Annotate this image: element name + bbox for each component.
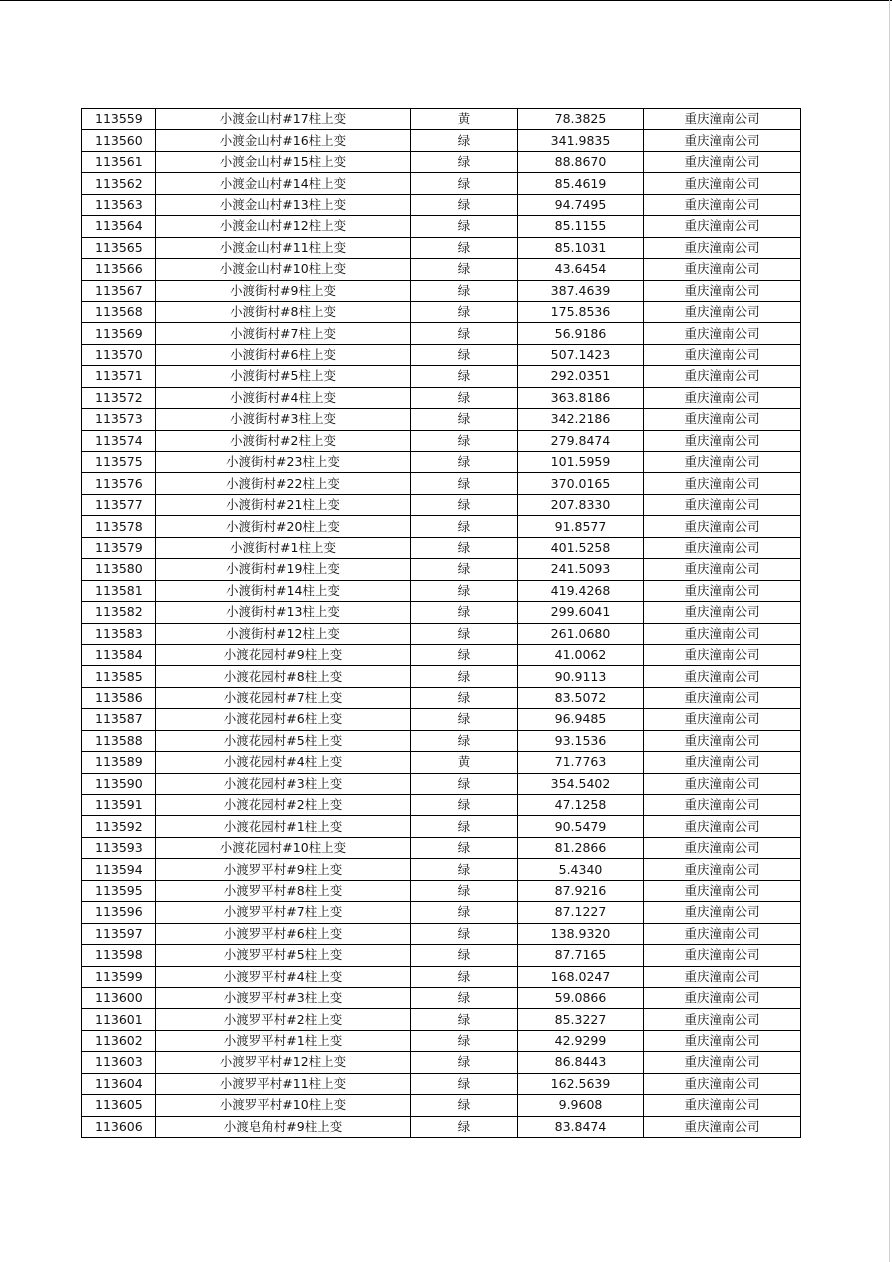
row-value-cell: 168.0247 xyxy=(518,966,644,987)
row-status-cell: 绿 xyxy=(411,473,518,494)
row-name-cell: 小渡罗平村#6柱上变 xyxy=(156,923,411,944)
row-name-cell: 小渡街村#2柱上变 xyxy=(156,430,411,451)
row-name-cell: 小渡花园村#3柱上变 xyxy=(156,773,411,794)
table-row xyxy=(82,837,801,858)
row-company-cell: 重庆潼南公司 xyxy=(644,644,801,665)
row-name-cell: 小渡罗平村#12柱上变 xyxy=(156,1052,411,1073)
row-value-cell: 47.1258 xyxy=(518,795,644,816)
row-company-cell: 重庆潼南公司 xyxy=(644,344,801,365)
row-name-cell: 小渡花园村#1柱上变 xyxy=(156,816,411,837)
row-value-cell: 85.1031 xyxy=(518,237,644,258)
row-value-cell: 90.5479 xyxy=(518,816,644,837)
row-id-cell: 113576 xyxy=(82,473,156,494)
row-company-cell: 重庆潼南公司 xyxy=(644,880,801,901)
row-company-cell: 重庆潼南公司 xyxy=(644,173,801,194)
row-company-cell: 重庆潼南公司 xyxy=(644,773,801,794)
row-status-cell: 绿 xyxy=(411,687,518,708)
row-company-cell: 重庆潼南公司 xyxy=(644,323,801,344)
row-id-cell: 113584 xyxy=(82,644,156,665)
row-id-cell: 113588 xyxy=(82,730,156,751)
row-value-cell: 91.8577 xyxy=(518,516,644,537)
row-value-cell: 101.5959 xyxy=(518,452,644,473)
row-id-cell: 113564 xyxy=(82,216,156,237)
row-status-cell: 绿 xyxy=(411,1052,518,1073)
row-id-cell: 113570 xyxy=(82,344,156,365)
row-id-cell: 113592 xyxy=(82,816,156,837)
row-company-cell: 重庆潼南公司 xyxy=(644,602,801,623)
row-value-cell: 78.3825 xyxy=(518,109,644,130)
row-value-cell: 370.0165 xyxy=(518,473,644,494)
row-name-cell: 小渡花园村#6柱上变 xyxy=(156,709,411,730)
row-value-cell: 354.5402 xyxy=(518,773,644,794)
row-value-cell: 507.1423 xyxy=(518,344,644,365)
table-row xyxy=(82,173,801,194)
row-status-cell: 绿 xyxy=(411,280,518,301)
table-row xyxy=(82,859,801,880)
row-company-cell: 重庆潼南公司 xyxy=(644,623,801,644)
table-row xyxy=(82,409,801,430)
row-name-cell: 小渡街村#9柱上变 xyxy=(156,280,411,301)
table-row xyxy=(82,1009,801,1030)
row-status-cell: 绿 xyxy=(411,173,518,194)
row-id-cell: 113559 xyxy=(82,109,156,130)
row-status-cell: 黄 xyxy=(411,109,518,130)
row-value-cell: 85.3227 xyxy=(518,1009,644,1030)
row-status-cell: 黄 xyxy=(411,752,518,773)
row-id-cell: 113606 xyxy=(82,1116,156,1137)
row-name-cell: 小渡罗平村#10柱上变 xyxy=(156,1095,411,1116)
row-name-cell: 小渡街村#1柱上变 xyxy=(156,537,411,558)
row-id-cell: 113594 xyxy=(82,859,156,880)
row-status-cell: 绿 xyxy=(411,1095,518,1116)
table-row xyxy=(82,644,801,665)
row-id-cell: 113562 xyxy=(82,173,156,194)
row-company-cell: 重庆潼南公司 xyxy=(644,902,801,923)
row-id-cell: 113593 xyxy=(82,837,156,858)
row-value-cell: 87.1227 xyxy=(518,902,644,923)
row-value-cell: 401.5258 xyxy=(518,537,644,558)
row-id-cell: 113605 xyxy=(82,1095,156,1116)
row-value-cell: 71.7763 xyxy=(518,752,644,773)
table-row xyxy=(82,559,801,580)
table-row xyxy=(82,987,801,1008)
row-name-cell: 小渡花园村#5柱上变 xyxy=(156,730,411,751)
row-id-cell: 113601 xyxy=(82,1009,156,1030)
row-name-cell: 小渡花园村#10柱上变 xyxy=(156,837,411,858)
row-status-cell: 绿 xyxy=(411,1116,518,1137)
row-name-cell: 小渡罗平村#2柱上变 xyxy=(156,1009,411,1030)
row-company-cell: 重庆潼南公司 xyxy=(644,945,801,966)
row-status-cell: 绿 xyxy=(411,366,518,387)
row-name-cell: 小渡罗平村#5柱上变 xyxy=(156,945,411,966)
row-company-cell: 重庆潼南公司 xyxy=(644,1009,801,1030)
table-row xyxy=(82,237,801,258)
row-company-cell: 重庆潼南公司 xyxy=(644,216,801,237)
row-value-cell: 138.9320 xyxy=(518,923,644,944)
row-company-cell: 重庆潼南公司 xyxy=(644,151,801,172)
row-id-cell: 113604 xyxy=(82,1073,156,1094)
row-name-cell: 小渡花园村#4柱上变 xyxy=(156,752,411,773)
row-name-cell: 小渡街村#4柱上变 xyxy=(156,387,411,408)
row-name-cell: 小渡金山村#12柱上变 xyxy=(156,216,411,237)
row-id-cell: 113595 xyxy=(82,880,156,901)
row-status-cell: 绿 xyxy=(411,602,518,623)
row-value-cell: 207.8330 xyxy=(518,494,644,515)
row-name-cell: 小渡街村#22柱上变 xyxy=(156,473,411,494)
row-name-cell: 小渡罗平村#8柱上变 xyxy=(156,880,411,901)
row-name-cell: 小渡街村#3柱上变 xyxy=(156,409,411,430)
row-company-cell: 重庆潼南公司 xyxy=(644,1116,801,1137)
row-value-cell: 96.9485 xyxy=(518,709,644,730)
row-company-cell: 重庆潼南公司 xyxy=(644,473,801,494)
row-id-cell: 113571 xyxy=(82,366,156,387)
row-id-cell: 113561 xyxy=(82,151,156,172)
table-row xyxy=(82,494,801,515)
row-company-cell: 重庆潼南公司 xyxy=(644,259,801,280)
row-value-cell: 85.4619 xyxy=(518,173,644,194)
row-status-cell: 绿 xyxy=(411,945,518,966)
table-row xyxy=(82,366,801,387)
table-row xyxy=(82,430,801,451)
row-status-cell: 绿 xyxy=(411,730,518,751)
table-row xyxy=(82,151,801,172)
table-row xyxy=(82,452,801,473)
row-name-cell: 小渡街村#8柱上变 xyxy=(156,301,411,322)
row-value-cell: 81.2866 xyxy=(518,837,644,858)
table-row xyxy=(82,323,801,344)
table-row xyxy=(82,966,801,987)
row-value-cell: 56.9186 xyxy=(518,323,644,344)
table-row xyxy=(82,259,801,280)
row-id-cell: 113591 xyxy=(82,795,156,816)
row-status-cell: 绿 xyxy=(411,237,518,258)
row-name-cell: 小渡金山村#11柱上变 xyxy=(156,237,411,258)
row-value-cell: 41.0062 xyxy=(518,644,644,665)
row-company-cell: 重庆潼南公司 xyxy=(644,816,801,837)
row-id-cell: 113569 xyxy=(82,323,156,344)
row-status-cell: 绿 xyxy=(411,795,518,816)
transformer-table xyxy=(81,108,801,1138)
row-status-cell: 绿 xyxy=(411,452,518,473)
row-name-cell: 小渡金山村#14柱上变 xyxy=(156,173,411,194)
row-value-cell: 5.4340 xyxy=(518,859,644,880)
row-status-cell: 绿 xyxy=(411,923,518,944)
table-row xyxy=(82,1095,801,1116)
table-row xyxy=(82,1116,801,1137)
page-top-border xyxy=(0,0,892,1)
row-status-cell: 绿 xyxy=(411,1030,518,1051)
row-status-cell: 绿 xyxy=(411,151,518,172)
row-value-cell: 86.8443 xyxy=(518,1052,644,1073)
row-name-cell: 小渡花园村#9柱上变 xyxy=(156,644,411,665)
row-company-cell: 重庆潼南公司 xyxy=(644,301,801,322)
row-status-cell: 绿 xyxy=(411,816,518,837)
row-value-cell: 83.8474 xyxy=(518,1116,644,1137)
table-row xyxy=(82,301,801,322)
row-status-cell: 绿 xyxy=(411,259,518,280)
row-value-cell: 162.5639 xyxy=(518,1073,644,1094)
row-id-cell: 113583 xyxy=(82,623,156,644)
row-name-cell: 小渡街村#19柱上变 xyxy=(156,559,411,580)
row-company-cell: 重庆潼南公司 xyxy=(644,494,801,515)
row-company-cell: 重庆潼南公司 xyxy=(644,430,801,451)
row-status-cell: 绿 xyxy=(411,623,518,644)
row-id-cell: 113582 xyxy=(82,602,156,623)
row-status-cell: 绿 xyxy=(411,494,518,515)
row-id-cell: 113587 xyxy=(82,709,156,730)
row-status-cell: 绿 xyxy=(411,537,518,558)
row-value-cell: 299.6041 xyxy=(518,602,644,623)
row-value-cell: 94.7495 xyxy=(518,194,644,215)
row-status-cell: 绿 xyxy=(411,880,518,901)
row-id-cell: 113600 xyxy=(82,987,156,1008)
row-value-cell: 261.0680 xyxy=(518,623,644,644)
row-value-cell: 42.9299 xyxy=(518,1030,644,1051)
row-name-cell: 小渡罗平村#1柱上变 xyxy=(156,1030,411,1051)
row-status-cell: 绿 xyxy=(411,301,518,322)
row-value-cell: 342.2186 xyxy=(518,409,644,430)
table-row xyxy=(82,602,801,623)
row-id-cell: 113580 xyxy=(82,559,156,580)
transformer-table-body xyxy=(82,109,801,1138)
table-row xyxy=(82,1030,801,1051)
row-value-cell: 292.0351 xyxy=(518,366,644,387)
row-value-cell: 83.5072 xyxy=(518,687,644,708)
row-company-cell: 重庆潼南公司 xyxy=(644,666,801,687)
row-id-cell: 113566 xyxy=(82,259,156,280)
row-status-cell: 绿 xyxy=(411,709,518,730)
row-id-cell: 113565 xyxy=(82,237,156,258)
row-value-cell: 279.8474 xyxy=(518,430,644,451)
row-status-cell: 绿 xyxy=(411,216,518,237)
table-row xyxy=(82,795,801,816)
row-name-cell: 小渡花园村#7柱上变 xyxy=(156,687,411,708)
row-id-cell: 113567 xyxy=(82,280,156,301)
row-name-cell: 小渡金山村#15柱上变 xyxy=(156,151,411,172)
row-company-cell: 重庆潼南公司 xyxy=(644,987,801,1008)
row-id-cell: 113574 xyxy=(82,430,156,451)
row-status-cell: 绿 xyxy=(411,966,518,987)
row-id-cell: 113560 xyxy=(82,130,156,151)
row-value-cell: 90.9113 xyxy=(518,666,644,687)
table-row xyxy=(82,816,801,837)
row-id-cell: 113603 xyxy=(82,1052,156,1073)
table-row xyxy=(82,923,801,944)
row-company-cell: 重庆潼南公司 xyxy=(644,1073,801,1094)
row-name-cell: 小渡花园村#8柱上变 xyxy=(156,666,411,687)
row-name-cell: 小渡街村#13柱上变 xyxy=(156,602,411,623)
row-id-cell: 113573 xyxy=(82,409,156,430)
row-id-cell: 113599 xyxy=(82,966,156,987)
row-company-cell: 重庆潼南公司 xyxy=(644,795,801,816)
table-row xyxy=(82,130,801,151)
row-id-cell: 113597 xyxy=(82,923,156,944)
row-value-cell: 93.1536 xyxy=(518,730,644,751)
row-id-cell: 113598 xyxy=(82,945,156,966)
row-status-cell: 绿 xyxy=(411,409,518,430)
table-row xyxy=(82,109,801,130)
row-company-cell: 重庆潼南公司 xyxy=(644,1030,801,1051)
row-value-cell: 88.8670 xyxy=(518,151,644,172)
table-row xyxy=(82,216,801,237)
row-company-cell: 重庆潼南公司 xyxy=(644,687,801,708)
row-status-cell: 绿 xyxy=(411,987,518,1008)
table-row xyxy=(82,1073,801,1094)
table-row xyxy=(82,945,801,966)
table-row xyxy=(82,580,801,601)
row-name-cell: 小渡街村#14柱上变 xyxy=(156,580,411,601)
row-name-cell: 小渡罗平村#7柱上变 xyxy=(156,902,411,923)
row-value-cell: 43.6454 xyxy=(518,259,644,280)
row-id-cell: 113590 xyxy=(82,773,156,794)
row-company-cell: 重庆潼南公司 xyxy=(644,559,801,580)
table-row xyxy=(82,344,801,365)
row-id-cell: 113602 xyxy=(82,1030,156,1051)
row-status-cell: 绿 xyxy=(411,1009,518,1030)
row-name-cell: 小渡街村#21柱上变 xyxy=(156,494,411,515)
row-company-cell: 重庆潼南公司 xyxy=(644,409,801,430)
row-status-cell: 绿 xyxy=(411,430,518,451)
table-row xyxy=(82,280,801,301)
page-right-edge xyxy=(889,0,890,1262)
row-name-cell: 小渡罗平村#4柱上变 xyxy=(156,966,411,987)
row-status-cell: 绿 xyxy=(411,902,518,923)
row-company-cell: 重庆潼南公司 xyxy=(644,109,801,130)
row-name-cell: 小渡金山村#10柱上变 xyxy=(156,259,411,280)
row-name-cell: 小渡街村#7柱上变 xyxy=(156,323,411,344)
row-name-cell: 小渡罗平村#11柱上变 xyxy=(156,1073,411,1094)
row-value-cell: 175.8536 xyxy=(518,301,644,322)
table-row xyxy=(82,537,801,558)
row-name-cell: 小渡花园村#2柱上变 xyxy=(156,795,411,816)
table-row xyxy=(82,387,801,408)
row-status-cell: 绿 xyxy=(411,666,518,687)
row-value-cell: 241.5093 xyxy=(518,559,644,580)
row-status-cell: 绿 xyxy=(411,559,518,580)
row-name-cell: 小渡街村#6柱上变 xyxy=(156,344,411,365)
row-status-cell: 绿 xyxy=(411,344,518,365)
row-value-cell: 341.9835 xyxy=(518,130,644,151)
row-company-cell: 重庆潼南公司 xyxy=(644,280,801,301)
table-row xyxy=(82,1052,801,1073)
row-id-cell: 113563 xyxy=(82,194,156,215)
row-value-cell: 9.9608 xyxy=(518,1095,644,1116)
row-name-cell: 小渡街村#23柱上变 xyxy=(156,452,411,473)
row-company-cell: 重庆潼南公司 xyxy=(644,966,801,987)
row-company-cell: 重庆潼南公司 xyxy=(644,580,801,601)
row-id-cell: 113575 xyxy=(82,452,156,473)
row-id-cell: 113572 xyxy=(82,387,156,408)
row-company-cell: 重庆潼南公司 xyxy=(644,730,801,751)
table-row xyxy=(82,752,801,773)
row-value-cell: 87.9216 xyxy=(518,880,644,901)
row-company-cell: 重庆潼南公司 xyxy=(644,366,801,387)
row-value-cell: 363.8186 xyxy=(518,387,644,408)
row-id-cell: 113585 xyxy=(82,666,156,687)
row-status-cell: 绿 xyxy=(411,1073,518,1094)
row-status-cell: 绿 xyxy=(411,516,518,537)
table-row xyxy=(82,709,801,730)
table-row xyxy=(82,666,801,687)
row-status-cell: 绿 xyxy=(411,859,518,880)
row-name-cell: 小渡金山村#13柱上变 xyxy=(156,194,411,215)
row-company-cell: 重庆潼南公司 xyxy=(644,859,801,880)
row-id-cell: 113589 xyxy=(82,752,156,773)
row-name-cell: 小渡罗平村#3柱上变 xyxy=(156,987,411,1008)
row-name-cell: 小渡金山村#17柱上变 xyxy=(156,109,411,130)
table-row xyxy=(82,516,801,537)
row-value-cell: 387.4639 xyxy=(518,280,644,301)
table-row xyxy=(82,902,801,923)
row-company-cell: 重庆潼南公司 xyxy=(644,387,801,408)
row-id-cell: 113577 xyxy=(82,494,156,515)
row-name-cell: 小渡金山村#16柱上变 xyxy=(156,130,411,151)
row-id-cell: 113586 xyxy=(82,687,156,708)
row-id-cell: 113596 xyxy=(82,902,156,923)
table-row xyxy=(82,773,801,794)
row-status-cell: 绿 xyxy=(411,387,518,408)
row-value-cell: 59.0866 xyxy=(518,987,644,1008)
row-status-cell: 绿 xyxy=(411,130,518,151)
row-company-cell: 重庆潼南公司 xyxy=(644,237,801,258)
row-value-cell: 419.4268 xyxy=(518,580,644,601)
row-id-cell: 113578 xyxy=(82,516,156,537)
row-name-cell: 小渡街村#5柱上变 xyxy=(156,366,411,387)
row-company-cell: 重庆潼南公司 xyxy=(644,837,801,858)
table-row xyxy=(82,623,801,644)
row-status-cell: 绿 xyxy=(411,773,518,794)
table-row xyxy=(82,473,801,494)
row-value-cell: 87.7165 xyxy=(518,945,644,966)
row-status-cell: 绿 xyxy=(411,580,518,601)
table-row xyxy=(82,194,801,215)
row-company-cell: 重庆潼南公司 xyxy=(644,1052,801,1073)
row-company-cell: 重庆潼南公司 xyxy=(644,130,801,151)
row-value-cell: 85.1155 xyxy=(518,216,644,237)
row-status-cell: 绿 xyxy=(411,644,518,665)
row-id-cell: 113581 xyxy=(82,580,156,601)
row-company-cell: 重庆潼南公司 xyxy=(644,752,801,773)
row-company-cell: 重庆潼南公司 xyxy=(644,452,801,473)
row-status-cell: 绿 xyxy=(411,194,518,215)
row-name-cell: 小渡皂角村#9柱上变 xyxy=(156,1116,411,1137)
row-status-cell: 绿 xyxy=(411,837,518,858)
row-company-cell: 重庆潼南公司 xyxy=(644,194,801,215)
row-name-cell: 小渡罗平村#9柱上变 xyxy=(156,859,411,880)
row-company-cell: 重庆潼南公司 xyxy=(644,516,801,537)
table-row xyxy=(82,730,801,751)
table-row xyxy=(82,687,801,708)
row-company-cell: 重庆潼南公司 xyxy=(644,709,801,730)
row-company-cell: 重庆潼南公司 xyxy=(644,1095,801,1116)
row-id-cell: 113579 xyxy=(82,537,156,558)
row-company-cell: 重庆潼南公司 xyxy=(644,537,801,558)
row-status-cell: 绿 xyxy=(411,323,518,344)
table-row xyxy=(82,880,801,901)
row-company-cell: 重庆潼南公司 xyxy=(644,923,801,944)
row-id-cell: 113568 xyxy=(82,301,156,322)
row-name-cell: 小渡街村#12柱上变 xyxy=(156,623,411,644)
row-name-cell: 小渡街村#20柱上变 xyxy=(156,516,411,537)
